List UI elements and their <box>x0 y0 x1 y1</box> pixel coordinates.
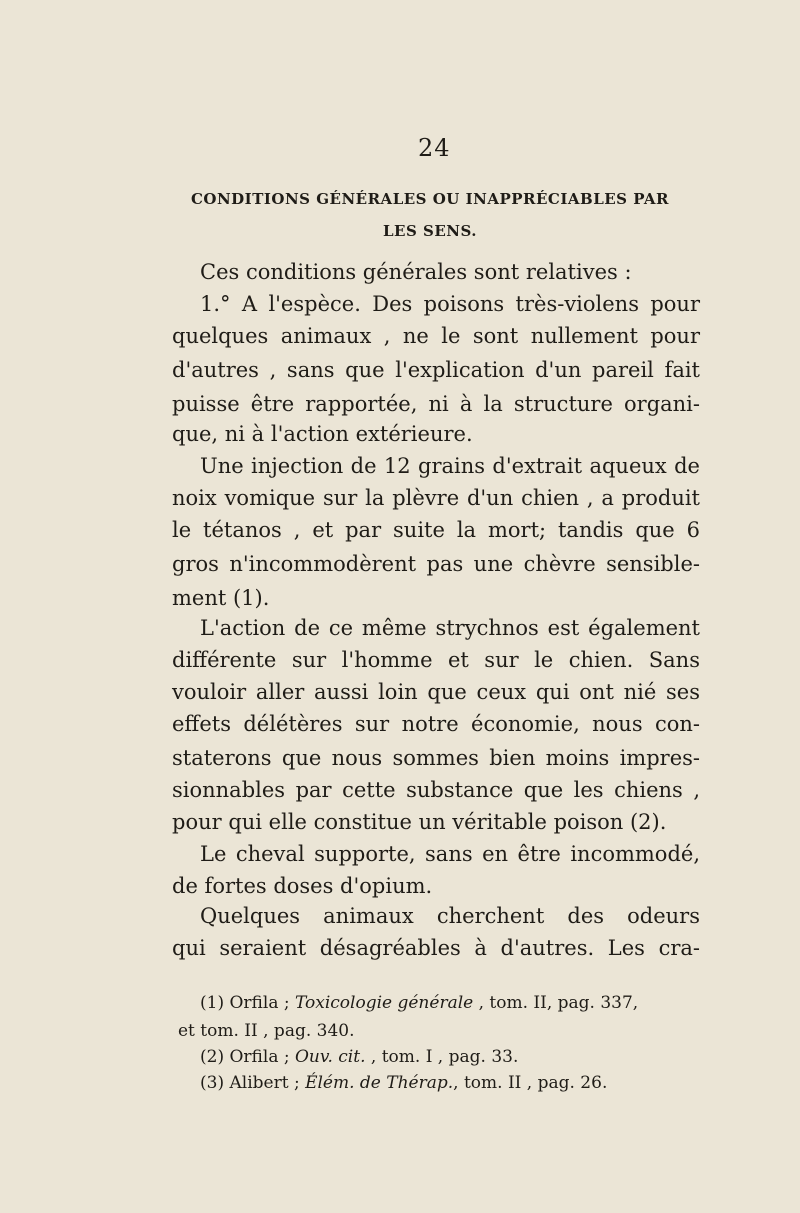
body-line: effets délétères sur notre économie, nous con- <box>172 712 700 736</box>
body-line: sionnables par cette substance que les chiens , <box>172 778 700 802</box>
footnote-2: (2) Orfila ; Ouv. cit. , tom. I , pag. 33. <box>200 1047 519 1067</box>
page-number: 24 <box>418 134 451 162</box>
body-line: de fortes doses d'opium. <box>172 874 433 898</box>
body-line: Quelques animaux cherchent des odeurs <box>200 904 700 928</box>
body-line: le tétanos , et par suite la mort; tandis que 6 <box>172 518 700 542</box>
body-line: gros n'incommodèrent pas une chèvre sensible- <box>172 552 700 576</box>
body-line: quelques animaux , ne le sont nullement pour <box>172 324 700 348</box>
body-line: Ces conditions générales sont relatives : <box>200 260 632 284</box>
section-heading-line-2: LES SENS. <box>382 222 478 240</box>
footnote-1: (1) Orfila ; Toxicologie générale , tom. II, pag. 337, <box>200 993 639 1013</box>
section-heading-line-1: CONDITIONS GÉNÉRALES OU INAPPRÉCIABLES PAR <box>190 190 670 208</box>
body-line: qui seraient désagréables à d'autres. Les cra- <box>172 936 700 960</box>
body-line: noix vomique sur la plèvre d'un chien , a produit <box>172 486 700 510</box>
body-line: puisse être rapportée, ni à la structure organi- <box>172 392 700 416</box>
body-line: Une injection de 12 grains d'extrait aqueux de <box>200 454 700 478</box>
body-line: d'autres , sans que l'explication d'un pareil fait <box>172 358 700 382</box>
body-line: 1.° A l'espèce. Des poisons très-violens pour <box>200 292 700 316</box>
footnote-1-continued: et tom. II , pag. 340. <box>178 1021 355 1041</box>
body-line: Le cheval supporte, sans en être incommodé, <box>200 842 700 866</box>
body-line: différente sur l'homme et sur le chien. Sans <box>172 648 700 672</box>
body-line: ment (1). <box>172 586 270 610</box>
body-line: staterons que nous sommes bien moins impres- <box>172 746 700 770</box>
body-line: vouloir aller aussi loin que ceux qui ont nié ses <box>172 680 700 704</box>
body-line: L'action de ce même strychnos est également <box>200 616 700 640</box>
body-line: pour qui elle constitue un véritable poison (2). <box>172 810 667 834</box>
footnote-3: (3) Alibert ; Élém. de Thérap., tom. II , pag. 26. <box>200 1073 608 1093</box>
body-line: que, ni à l'action extérieure. <box>172 422 473 446</box>
